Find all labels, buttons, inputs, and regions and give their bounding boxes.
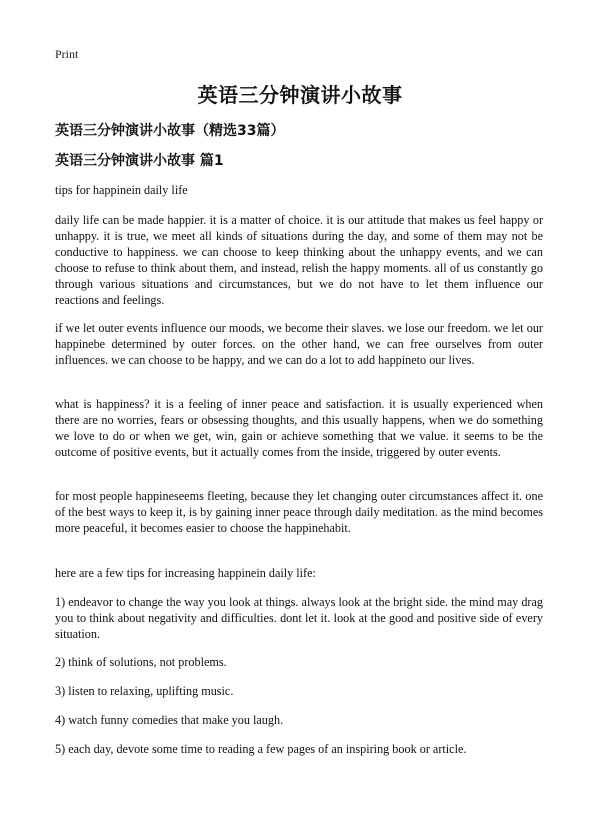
tip-item: 2) think of solutions, not problems.	[55, 655, 227, 669]
print-label: Print	[55, 47, 79, 61]
tip-item: 3) listen to relaxing, uplifting music.	[55, 684, 234, 698]
paragraph: if we let outer events influence our moods, we become their slaves. we lose our freedom. we let our happinebe determined by outer forces. on the other hand, we can free ourselves from outer influences. we can choose to be happy, and we can do a lot to add happineto our lives.	[55, 321, 543, 367]
tip-item: 5) each day, devote some time to reading a few pages of an inspiring book or article.	[55, 742, 467, 756]
tip-item: 1) endeavor to change the way you look at things. always look at the bright side. the mind may drag you to think about negativity and difficulties. dont let it. look at the good and positive side of every situation.	[55, 595, 543, 641]
paragraph-tips-intro: here are a few tips for increasing happinein daily life:	[55, 566, 316, 580]
paragraph-intro-title: tips for happinein daily life	[55, 183, 188, 197]
section-heading: 英语三分钟演讲小故事 篇1	[55, 153, 224, 169]
paragraph: what is happiness? it is a feeling of inner peace and satisfaction. it is usually experienced when there are no worries, fears or obsessing thoughts, and this usually happens, when we do something we love to do or when we get, win, gain or achieve something that we value. it seems to be the outcome of positive events, but it actually comes from the inside, triggered by outer events.	[55, 397, 543, 459]
paragraph: daily life can be made happier. it is a matter of choice. it is our attitude that makes us feel happy or unhappy. it is true, we meet all kinds of situations during the day, and some of them may not be conductive to happiness. we can choose to keep thinking about the unhappy events, and we can choose to refuse to think about them, and instead, relish the happy moments. all of us constantly go through various situations and circumstances, but we do not have to let them influence our reactions and feelings.	[55, 213, 543, 307]
document-title: 英语三分钟演讲小故事	[197, 83, 403, 107]
tip-item: 4) watch funny comedies that make you laugh.	[55, 713, 284, 727]
document-subtitle: 英语三分钟演讲小故事（精选33篇）	[55, 123, 285, 139]
paragraph: for most people happineseems fleeting, because they let changing outer circumstances affect it. one of the best ways to keep it, is by gaining inner peace through daily meditation. as the mind becomes more peaceful, it becomes easier to choose the happinehabit.	[55, 489, 543, 535]
